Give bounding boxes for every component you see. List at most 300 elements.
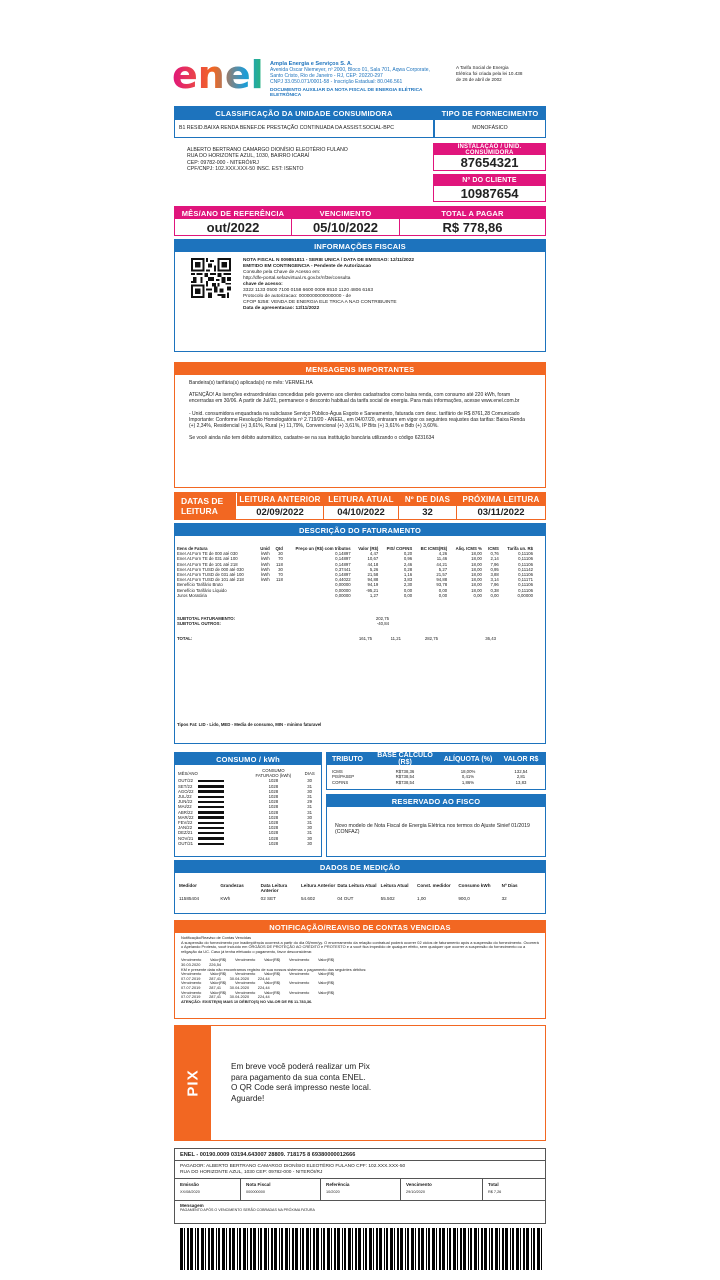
invoice-cell: Ener.At.Forn TUSD de 101 até 218 (177, 577, 244, 583)
classification-value: B1 RESID.BAIXA RENDA BENEF.DE PRESTAÇÃO CONTINUADA DA ASSIST.SOCIAL-BPC (179, 125, 394, 131)
consumption-month: JAN/22 (178, 825, 193, 831)
barcode-bar (470, 1228, 472, 1270)
barcode-bar (208, 1228, 210, 1270)
barcode-bar (195, 1228, 196, 1270)
digitable-line[interactable]: ENEL - 00190.0009 03194.643007 28809. 718175 8 69380000012666 (175, 1149, 545, 1161)
due-date-value: 05/10/2022 (312, 220, 379, 235)
barcode-bar (457, 1228, 458, 1270)
barcode-bar (531, 1228, 532, 1270)
measurement-cell: 32 (501, 895, 507, 901)
consumption-kwh: 1028 (268, 799, 279, 805)
taxes-box (326, 752, 546, 790)
barcode-bar (218, 1228, 220, 1270)
consumption-month-cell (175, 841, 248, 846)
slip-field-label: Total (488, 1182, 499, 1187)
company-info (270, 61, 450, 98)
barcode-bar (386, 1228, 388, 1270)
consumption-month: JUN/22 (178, 799, 193, 805)
company-cnpj: CNPJ 33.050.071/0001-58 - Inscrição Estadual: 80.046.561 (270, 79, 403, 85)
subtotal-billing-value: 202,75 (375, 616, 389, 621)
tariff-note-line: Elétrica foi criada pela lei 10.438 (456, 70, 523, 76)
measurement-box (174, 860, 546, 914)
measurement-cell: 1,00 (417, 895, 426, 901)
client-number-label: Nº DO CLIENTE (434, 175, 545, 186)
invoice-cell: 30 (278, 566, 283, 572)
barcode-bar (512, 1228, 514, 1270)
invoice-cell: kWh (261, 577, 270, 583)
barcode-bar (418, 1228, 420, 1270)
invoice-col-header: Qtd (275, 546, 283, 551)
consumption-bar (198, 822, 224, 824)
payment-slip (174, 1148, 546, 1224)
notice-due-line: 07.07.2019 287,41 30.04.2020 224,44 (181, 984, 270, 990)
taxes-col-tributo: TRIBUTO (332, 755, 363, 763)
barcode-bar (274, 1228, 277, 1270)
barcode-bar (411, 1228, 414, 1270)
invoice-col-header: BC ICMS(R$) (420, 546, 448, 551)
client-number: 10987654 (460, 186, 519, 201)
installation-label: INSTALAÇÃO / UNID. CONSUMIDORA (434, 144, 545, 155)
consumption-days: 30 (307, 788, 313, 794)
barcode-bar (250, 1228, 252, 1270)
invoice-row (175, 593, 535, 598)
invoice-cell: 93,78 (436, 582, 448, 588)
invoice-cell: 18,00 (471, 587, 482, 593)
taxes-col-aliquot: ALÍQUOTA (%) (443, 755, 493, 763)
consumption-kwh: 1028 (268, 820, 279, 826)
fiscal-key-label: chave de acesso: (243, 282, 283, 287)
days-count-label: Nº DE DIAS (399, 493, 456, 506)
consumption-kwh: 1028 (268, 788, 279, 794)
measurement-col-header: Grandezas (220, 883, 244, 888)
barcode-bar (484, 1228, 487, 1270)
invoice-total-bc: 282,75 (424, 635, 438, 641)
barcode-bar (373, 1228, 374, 1270)
customer-cpf: CPF/CNPJ: 102.XXX.XXX-50 INSC. EST: ISENTO (187, 166, 304, 173)
fiscal-access-key: 3322 1133 0500 7100 0158 6600 0009 8510 1120 4806 6163 (243, 288, 373, 293)
barcode-bar (342, 1228, 343, 1270)
slip-field-value: 29/10/2020 (406, 1190, 426, 1194)
invoice-cell: 18,00 (471, 551, 482, 557)
invoice-total-label: TOTAL: (177, 635, 193, 641)
company-name: Ampla Energia e Serviços S. A. (270, 61, 353, 67)
slip-field-label: Emissão (180, 1182, 199, 1187)
barcode-bar (316, 1228, 319, 1270)
invoice-cell: 118 (275, 577, 283, 583)
barcode-bar (394, 1228, 395, 1270)
barcode-bar (292, 1228, 294, 1270)
consumption-col-days: DIAS (304, 770, 315, 776)
invoice-cell: -95,21 (366, 587, 379, 593)
invoice-cell: 0,95 (490, 566, 499, 572)
pix-label: PIX (184, 1069, 202, 1097)
invoice-cell: 18,00 (471, 577, 482, 583)
message-exemption: ATENÇÃO! As isenções extraordinárias concedidas pelo governo aos clientes cadastrados como baixa renda, com consumo até 220 kWh, foram encerradas em 30/06. A partir de Jul/21, permanece o desconto habitual da tarifa social de energia. Para mais informações, acesse www.enel.com.br (189, 392, 520, 405)
tax-cell: 132,54 (514, 769, 528, 774)
barcode-bar (239, 1228, 241, 1270)
invoice-cell: 2,14 (490, 556, 499, 562)
invoice-box (174, 523, 546, 744)
barcode-bar (180, 1228, 183, 1270)
total-to-pay-value: R$ 778,86 (442, 220, 503, 235)
invoice-cell: 2,46 (403, 561, 413, 567)
pix-message-line: para pagamento da sua conta ENEL. (231, 1072, 366, 1082)
invoice-cell: kWh (261, 551, 270, 557)
consumption-month: MAR/22 (178, 814, 194, 820)
consumption-month: FEV/22 (178, 820, 193, 826)
barcode-bar (442, 1228, 445, 1270)
fiscal-protocol: Protocolo de autorizacao: 0000000000000000 - de (243, 294, 352, 299)
barcode-bar (376, 1228, 378, 1270)
invoice-cell: 70 (278, 572, 283, 578)
barcode-bar (510, 1228, 511, 1270)
invoice-cell: 0,37441 (335, 566, 351, 572)
tax-row (327, 780, 545, 785)
barcode-bar (300, 1228, 301, 1270)
barcode-bar (478, 1228, 479, 1270)
pix-message-line: O QR Code será impresso neste local. (231, 1083, 372, 1092)
barcode-bar (211, 1228, 214, 1270)
invoice-cell: Ener.At.Forn TE de 101 até 218 (177, 561, 238, 567)
consumption-kwh: 1028 (268, 804, 279, 810)
fiscal-consult: Consulte pela Chave de Acesso em: (243, 270, 321, 275)
barcode (180, 1228, 546, 1270)
consumption-days: 31 (307, 830, 313, 836)
invoice-cell: 44,21 (436, 561, 448, 567)
barcode-bar (271, 1228, 273, 1270)
invoice-cell: 0,14897 (335, 572, 351, 578)
consumption-bar (198, 780, 224, 782)
taxes-col-value: VALOR R$ (503, 755, 539, 763)
enel-logo (172, 55, 262, 95)
invoice-cell: 94,19 (367, 582, 379, 588)
company-address2: Santo Cristo, Rio de Janeiro - RJ, CEP: 20220-297 (270, 73, 383, 79)
invoice-cell: 0,00 (403, 592, 413, 598)
slip-field-label: Vencimento (406, 1182, 432, 1187)
barcode-bar (468, 1228, 469, 1270)
consumption-bar (198, 816, 224, 818)
barcode-bar (187, 1228, 189, 1270)
barcode-bar (229, 1228, 231, 1270)
slip-fields (175, 1179, 545, 1201)
previous-reading-value: 02/09/2022 (256, 507, 304, 518)
barcode-bar (358, 1228, 361, 1270)
barcode-bar (428, 1228, 430, 1270)
notice-header: NOTIFICAÇÃO/REAVISO DE CONTAS VENCIDAS (175, 921, 545, 933)
invoice-cell: 0,11106 (518, 582, 533, 588)
tax-cell: ICMS (332, 769, 343, 774)
taxes-header (327, 753, 545, 765)
measurement-col-header: Medidor (179, 883, 197, 888)
barcode-bar (421, 1228, 424, 1270)
consumption-kwh: 1028 (268, 783, 279, 789)
consumption-month: AGO/22 (178, 788, 194, 794)
notice-due-line: Vencimento Valor(R$) Vencimento Valor(R$) Vencimento Valor(R$) (181, 971, 335, 977)
invoice-cell: Ener.At.Forn TUSD de 031 até 100 (177, 572, 244, 578)
invoice-cell: 0,00 (438, 587, 448, 593)
measurement-cell: 55.502 (380, 895, 395, 901)
barcode-bar (190, 1228, 193, 1270)
barcode-bar (365, 1228, 367, 1270)
fiscal-info-header: INFORMAÇÕES FISCAIS (175, 240, 545, 252)
barcode-bar (279, 1228, 280, 1270)
slip-message-label: Mensagem (180, 1203, 204, 1208)
barcode-bar (460, 1228, 462, 1270)
barcode-bar (390, 1228, 393, 1270)
measurement-col-header: Data Leitura Atual (337, 883, 377, 888)
barcode-bar (268, 1228, 269, 1270)
invoice-cell: 0,28 (403, 566, 413, 572)
measurement-row (175, 894, 545, 901)
invoice-cell: 0,11171 (518, 577, 533, 583)
invoice-cell: Ener.At.Forn TE de 031 até 100 (177, 556, 238, 562)
invoice-col-header: Tarifa un. R$ (507, 546, 533, 551)
fiscal-presentation-date: Data de apresentacao: 12/11/2022 (243, 306, 320, 311)
invoice-cell: 94,88 (367, 577, 379, 583)
invoice-total-pis: 11,21 (390, 635, 401, 641)
message-tariff: - Unid. consumidora enquadrada na subclasse Serviço Público-Água Esgoto e Saneamento, faturada com desc. tarifário de R$ 8761,28 Comunicado Importante: Conforme Resolução Homologatória nº 2.719/20 - ANEEL, em 04/07/20, entraram em vigor os seguintes reajustes das tarifas: Baixa Renda (+) 2,34%, Residencial (+) 3,61%, Rural (+) 11,79%, Convencional (+) 3,61%, IP Bits (+) 3,61% e Bdb (+) 3,60%. (189, 410, 525, 430)
notice-attention: ATENÇÃO: EXISTE(M) MAIS 10 DÉBITO(S) NO VALOR DE R$ 11.783,36. (181, 998, 313, 1004)
consumption-bar (198, 837, 224, 839)
barcode-bar (369, 1228, 372, 1270)
customer-name: ALBERTO BERTRANO CAMARGO DIONÍSIO ELEOTÉRIO FULANO (187, 147, 348, 153)
measurement-col-header: Const. medidor (417, 883, 451, 888)
barcode-bar (258, 1228, 259, 1270)
message-auto-debit: Se você ainda não tem débito automático, cadastre-se na sua instituição bancária utilizando o código 6231634 (189, 435, 435, 442)
barcode-bar (537, 1228, 540, 1270)
invoice-cell: 18,00 (471, 561, 482, 567)
messages-body (175, 375, 545, 446)
invoice-cell: kWh (261, 566, 270, 572)
consumption-bar (198, 801, 224, 803)
notice-due-line: Vencimento Valor(R$) Vencimento Valor(R$) Vencimento Valor(R$) (181, 989, 335, 995)
invoice-cell: 0,11142 (518, 566, 533, 572)
consumption-kwh: 1028 (268, 778, 279, 784)
barcode-graphic (180, 1228, 546, 1270)
measurement-col-header: Data Leitura Anterior (260, 883, 288, 894)
barcode-bar (495, 1228, 498, 1270)
document-title: DOCUMENTO AUXILIAR DA NOTA FISCAL DE ENERGIA ELÉTRICA ELETRÔNICA (270, 88, 423, 98)
barcode-bar (432, 1228, 435, 1270)
messages-header: MENSAGENS IMPORTANTES (175, 363, 545, 375)
measurement-col-headers (175, 873, 545, 894)
barcode-bar (281, 1228, 283, 1270)
barcode-bar (415, 1228, 416, 1270)
invoice-col-header: Unid (260, 546, 270, 551)
barcode-bar (289, 1228, 290, 1270)
payer-label: PAGADOR: (180, 1164, 205, 1169)
taxes-col-base: BASE CÁLCULO (R$) (377, 752, 433, 766)
invoice-cell: 5,27 (438, 566, 448, 572)
barcode-bar (232, 1228, 235, 1270)
consumption-month: MAI/22 (178, 804, 192, 810)
barcode-bar (337, 1228, 340, 1270)
reference-month (175, 207, 292, 235)
invoice-col-header: Aliq. ICMS % (455, 546, 482, 551)
invoice-cell: 18,00 (471, 572, 482, 578)
barcode-bar (352, 1228, 353, 1270)
consumption-col-month: MÊS/ANO (178, 770, 198, 776)
current-reading-value: 04/10/2022 (337, 507, 385, 518)
barcode-bar (541, 1228, 542, 1270)
tax-cell: 13,83 (515, 779, 527, 785)
supply-type-box (434, 106, 546, 138)
barcode-bar (491, 1228, 493, 1270)
invoice-cell: 2,30 (403, 582, 413, 588)
payer-info (175, 1161, 545, 1179)
invoice-table (175, 546, 535, 598)
payer-address: RUA DO HORIZONTE AZUL, 1030 CEP: 09782-000 - NITERÓI/RJ (180, 1169, 323, 1175)
pix-box (174, 1025, 546, 1141)
notice-due-line: 30.03.2020 226,54 (181, 961, 222, 967)
slip-field-value: XX/08/2020 (180, 1190, 200, 1194)
invoice-total-row (175, 636, 535, 641)
consumption-days: 30 (307, 835, 313, 841)
reading-label-line1: DATAS DE (181, 496, 224, 506)
invoice-cell: Ener.At.Forn TE de 000 até 030 (177, 551, 238, 557)
consumption-kwh: 1028 (268, 809, 279, 815)
svg-text:enel: enel (172, 55, 262, 95)
consumption-days: 31 (307, 794, 313, 800)
invoice-total-icms: 36,43 (485, 635, 496, 641)
consumption-month: JUL/22 (178, 794, 192, 800)
fiscal-portal-link: http://dfe-portal.sefazvirtual.rs.gov.br/nf3e/consulta (243, 276, 351, 281)
slip-message-text: PAGAMENTO APÓS O VENCIMENTO SERÃO COBRADAS NA PRÓXIMA FATURA (180, 1208, 315, 1212)
invoice-header: DESCRIÇÃO DO FATURAMENTO (175, 524, 545, 536)
pix-message-line: Em breve você poderá realizar um Pix (231, 1062, 370, 1071)
slip-field-value: 10/2020 (326, 1190, 340, 1194)
invoice-cell: 21,57 (436, 572, 448, 578)
invoice-cell: Ener.At.Forn TUSD de 000 até 030 (177, 566, 244, 572)
notice-body (175, 933, 545, 1007)
invoice-cell: 5,26 (369, 566, 379, 572)
invoice-cell: 0,11106 (518, 572, 533, 578)
notice-due-line: Vencimento Valor(R$) Vencimento Valor(R$) Vencimento Valor(R$) (181, 957, 335, 963)
reserved-header: RESERVADO AO FISCO (327, 795, 545, 807)
barcode-bar (426, 1228, 427, 1270)
invoice-cell: Benefício Tarifário Líquido (177, 587, 227, 593)
supply-type-value: MONOFÁSICO (472, 125, 508, 131)
tax-cell: COFINS (332, 779, 349, 785)
barcode-bar (313, 1228, 315, 1270)
consumption-days: 31 (307, 783, 313, 789)
invoice-cell: 18,00 (471, 556, 482, 562)
invoice-cell: Juros Moratória (177, 592, 207, 598)
invoice-footnote: Tipos Fat: LID - Lido, MED - Media de consumo, MIN - minimo faturavel (177, 722, 322, 727)
current-reading (324, 493, 399, 519)
invoice-col-header: ICMS (488, 546, 499, 551)
slip-field (175, 1179, 241, 1200)
consumption-month: OUT/22 (178, 778, 194, 784)
tax-cell: R$738,54 (395, 774, 415, 780)
messages-box (174, 362, 546, 488)
invoice-col-header: Itens de Fatura (177, 546, 208, 551)
fiscal-cfop: CFOP 5258: VENDA DE ENERGIA ELE TRICA A NAO CONTRIBUINTE (243, 300, 397, 305)
barcode-bar (502, 1228, 504, 1270)
barcode-bar (355, 1228, 357, 1270)
barcode-bar (260, 1228, 262, 1270)
slip-field-label: Referência (326, 1182, 350, 1187)
taxes-rows (327, 765, 545, 785)
invoice-cell: 0,38 (490, 587, 499, 593)
tax-cell: R$738,36 (395, 769, 415, 774)
barcode-bar (439, 1228, 441, 1270)
consumption-month: SET/22 (178, 783, 193, 789)
subtotal-other-label: SUBTOTAL OUTROS: (177, 621, 221, 627)
invoice-cell: 18,00 (471, 582, 482, 588)
barcode-bar (489, 1228, 490, 1270)
consumption-days: 30 (307, 825, 313, 831)
notice-title: Notificação/Reaviso de Contas Vencidas (181, 935, 252, 940)
barcode-bar (327, 1228, 330, 1270)
invoice-cell: 118 (275, 561, 283, 567)
customer-info (187, 147, 427, 173)
invoice-cell: 0,00 (490, 592, 499, 598)
consumption-days: 30 (307, 778, 313, 784)
barcode-bar (447, 1228, 448, 1270)
invoice-cell: kWh (261, 561, 270, 567)
invoice-cell: 10,67 (367, 556, 379, 562)
consumption-bar (198, 832, 224, 834)
due-date (292, 207, 400, 235)
measurement-cell: KWh (220, 895, 231, 901)
barcode-bar (363, 1228, 364, 1270)
reference-month-value: out/2022 (206, 220, 260, 235)
barcode-bar (321, 1228, 322, 1270)
invoice-cell: 3,83 (403, 577, 413, 583)
invoice-cell: 0,00000 (335, 582, 351, 588)
next-reading-value: 03/11/2022 (477, 507, 525, 518)
invoice-cell: 44,18 (367, 561, 379, 567)
barcode-bar (323, 1228, 325, 1270)
measurement-cell: 900,0 (458, 895, 470, 901)
consumption-days: 31 (307, 820, 313, 826)
supply-type-header: TIPO DE FORNECIMENTO (435, 107, 545, 120)
barcode-bar (295, 1228, 298, 1270)
consumption-month: DEZ/21 (178, 830, 193, 836)
invoice-subtotals (175, 616, 535, 641)
measurement-col-header: Nº Dias (501, 883, 518, 888)
invoice-cell: 1,16 (403, 572, 413, 578)
invoice-cell: Benefício Tarifário Bruto (177, 582, 223, 588)
installation-box (433, 143, 546, 171)
barcode-bar (520, 1228, 521, 1270)
invoice-cell: 0,11106 (518, 556, 533, 562)
barcode-bar (533, 1228, 535, 1270)
barcode-bar (331, 1228, 332, 1270)
due-date-label: VENCIMENTO (292, 207, 399, 219)
fiscal-contingency: EMITIDO EM CONTINGENCIA - Pendente de Autorizacao (243, 264, 372, 269)
qr-code (191, 258, 231, 298)
consumption-month: ABR/22 (178, 809, 193, 815)
barcode-bar (397, 1228, 399, 1270)
consumption-days: 30 (307, 840, 313, 846)
invoice-cell: 0,44022 (335, 577, 351, 583)
enel-logo-graphic (172, 55, 262, 95)
barcode-bar (407, 1228, 409, 1270)
classification-box (174, 106, 434, 138)
billing-bar (174, 206, 546, 236)
invoice-cell: 21,58 (367, 572, 379, 578)
consumption-bar (198, 806, 224, 808)
measurement-cell: 11585404 (179, 895, 200, 901)
previous-reading-label: LEITURA ANTERIOR (237, 493, 323, 506)
company-address1: Avenida Oscar Niemeyer, nº 2000, Bloco 01, Sala 701, Aqwa Corporate, (270, 67, 430, 73)
consumption-row (175, 841, 321, 846)
tax-cell: 1,86% (461, 779, 475, 785)
barcode-bar (348, 1228, 351, 1270)
pix-side-label (175, 1026, 211, 1140)
